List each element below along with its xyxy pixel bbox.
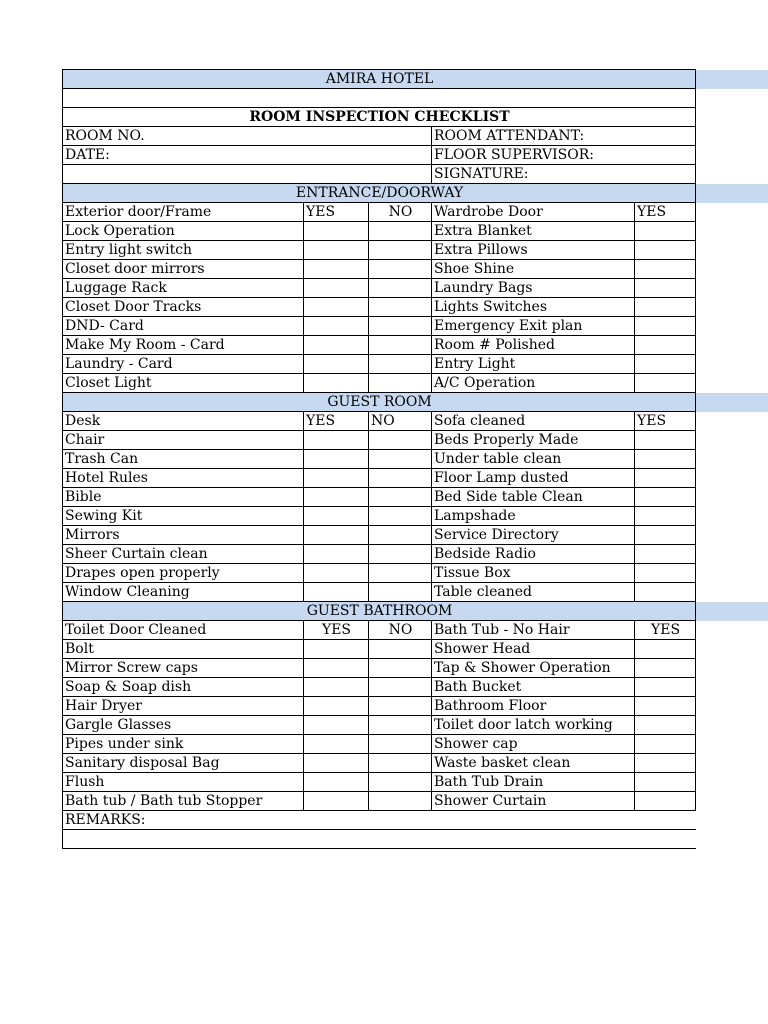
no-checkbox-cell[interactable] bbox=[369, 279, 432, 298]
date-field[interactable]: DATE: bbox=[63, 146, 432, 165]
header-row-1 bbox=[63, 127, 768, 146]
signature-field[interactable]: SIGNATURE: bbox=[432, 165, 696, 184]
remarks-label: REMARKS: bbox=[63, 811, 696, 830]
check-item-left: Trash Can bbox=[63, 450, 304, 469]
yes-checkbox-cell[interactable] bbox=[635, 279, 696, 298]
checklist-row bbox=[63, 298, 768, 317]
check-item-right: Service Directory bbox=[432, 526, 635, 545]
yes-checkbox-cell[interactable] bbox=[304, 488, 369, 507]
check-item-left: Window Cleaning bbox=[63, 583, 304, 602]
checklist-row bbox=[63, 469, 768, 488]
header-row-3 bbox=[63, 165, 768, 184]
yes-checkbox-cell[interactable] bbox=[635, 507, 696, 526]
check-item-right: Tap & Shower Operation bbox=[432, 659, 635, 678]
check-item-left: Exterior door/Frame bbox=[63, 203, 304, 222]
no-checkbox-cell[interactable] bbox=[369, 716, 432, 735]
no-checkbox-cell[interactable] bbox=[369, 298, 432, 317]
no-checkbox-cell[interactable] bbox=[369, 545, 432, 564]
yes-label: YES bbox=[635, 621, 696, 640]
check-item-left: Luggage Rack bbox=[63, 279, 304, 298]
check-item-left: Mirror Screw caps bbox=[63, 659, 304, 678]
no-label: NO bbox=[369, 412, 432, 431]
section-header-guest-room bbox=[63, 393, 768, 412]
section-title: GUEST BATHROOM bbox=[63, 602, 696, 621]
check-item-right: Bed Side table Clean bbox=[432, 488, 635, 507]
checklist-row bbox=[63, 241, 768, 260]
check-item-left: Flush bbox=[63, 773, 304, 792]
yes-checkbox-cell[interactable] bbox=[304, 773, 369, 792]
yes-checkbox-cell[interactable] bbox=[635, 298, 696, 317]
section-header-entrance bbox=[63, 184, 768, 203]
check-item-right: Bath Bucket bbox=[432, 678, 635, 697]
hotel-name: AMIRA HOTEL bbox=[63, 70, 696, 89]
yes-checkbox-cell[interactable] bbox=[304, 431, 369, 450]
check-item-left: Mirrors bbox=[63, 526, 304, 545]
spacer-cell bbox=[63, 89, 696, 108]
no-checkbox-cell[interactable] bbox=[369, 640, 432, 659]
check-item-left: Soap & Soap dish bbox=[63, 678, 304, 697]
checklist-row bbox=[63, 507, 768, 526]
check-item-left: Bolt bbox=[63, 640, 304, 659]
room-attendant-field[interactable]: ROOM ATTENDANT: bbox=[432, 127, 696, 146]
remarks-field[interactable] bbox=[63, 830, 696, 849]
remarks-row bbox=[63, 811, 768, 830]
check-item-right: Table cleaned bbox=[432, 583, 635, 602]
yes-checkbox-cell[interactable] bbox=[635, 754, 696, 773]
check-item-right: Tissue Box bbox=[432, 564, 635, 583]
spacer-row bbox=[63, 89, 768, 108]
yes-checkbox-cell[interactable] bbox=[304, 583, 369, 602]
check-item-right: Toilet door latch working bbox=[432, 716, 635, 735]
no-checkbox-cell[interactable] bbox=[369, 754, 432, 773]
yes-checkbox-cell[interactable] bbox=[304, 716, 369, 735]
yes-checkbox-cell[interactable] bbox=[635, 735, 696, 754]
check-item-right: Extra Blanket bbox=[432, 222, 635, 241]
section-head-row bbox=[63, 621, 768, 640]
yes-label: YES bbox=[304, 621, 369, 640]
yes-checkbox-cell[interactable] bbox=[304, 526, 369, 545]
yes-checkbox-cell[interactable] bbox=[635, 697, 696, 716]
check-item-right: Shower cap bbox=[432, 735, 635, 754]
yes-label: YES bbox=[304, 203, 369, 222]
no-checkbox-cell[interactable] bbox=[369, 450, 432, 469]
no-checkbox-cell[interactable] bbox=[369, 526, 432, 545]
no-checkbox-cell[interactable] bbox=[369, 260, 432, 279]
section-header-guest-bathroom bbox=[63, 602, 768, 621]
yes-checkbox-cell[interactable] bbox=[304, 374, 369, 393]
yes-checkbox-cell[interactable] bbox=[635, 659, 696, 678]
checklist-row bbox=[63, 374, 768, 393]
check-item-right: Sofa cleaned bbox=[432, 412, 635, 431]
yes-checkbox-cell[interactable] bbox=[304, 336, 369, 355]
yes-checkbox-cell[interactable] bbox=[635, 792, 696, 811]
checklist-row bbox=[63, 336, 768, 355]
yes-checkbox-cell[interactable] bbox=[635, 336, 696, 355]
no-checkbox-cell[interactable] bbox=[369, 241, 432, 260]
checklist-row bbox=[63, 279, 768, 298]
yes-checkbox-cell[interactable] bbox=[635, 374, 696, 393]
hotel-name-row bbox=[63, 70, 768, 89]
check-item-left: Desk bbox=[63, 412, 304, 431]
check-item-left: Laundry - Card bbox=[63, 355, 304, 374]
yes-checkbox-cell[interactable] bbox=[635, 260, 696, 279]
checklist-row bbox=[63, 678, 768, 697]
yes-checkbox-cell[interactable] bbox=[304, 298, 369, 317]
no-checkbox-cell[interactable] bbox=[369, 336, 432, 355]
band-overhang bbox=[696, 70, 768, 89]
yes-checkbox-cell[interactable] bbox=[635, 488, 696, 507]
checklist-row bbox=[63, 659, 768, 678]
checklist-title: ROOM INSPECTION CHECKLIST bbox=[63, 108, 696, 127]
yes-checkbox-cell[interactable] bbox=[304, 545, 369, 564]
yes-checkbox-cell[interactable] bbox=[304, 792, 369, 811]
section-head-row bbox=[63, 412, 768, 431]
room-no-field[interactable]: ROOM NO. bbox=[63, 127, 432, 146]
section-head-row bbox=[63, 203, 768, 222]
yes-checkbox-cell[interactable] bbox=[635, 773, 696, 792]
checklist-row bbox=[63, 640, 768, 659]
section-title: GUEST ROOM bbox=[63, 393, 696, 412]
check-item-left: Closet Light bbox=[63, 374, 304, 393]
check-item-left: Sewing Kit bbox=[63, 507, 304, 526]
yes-checkbox-cell[interactable] bbox=[304, 697, 369, 716]
yes-checkbox-cell[interactable] bbox=[635, 716, 696, 735]
checklist-row bbox=[63, 431, 768, 450]
yes-checkbox-cell[interactable] bbox=[635, 526, 696, 545]
no-checkbox-cell[interactable] bbox=[369, 507, 432, 526]
check-item-right: Beds Properly Made bbox=[432, 431, 635, 450]
check-item-right: Waste basket clean bbox=[432, 754, 635, 773]
no-checkbox-cell[interactable] bbox=[369, 792, 432, 811]
yes-checkbox-cell[interactable] bbox=[635, 583, 696, 602]
yes-checkbox-cell[interactable] bbox=[304, 469, 369, 488]
yes-checkbox-cell[interactable] bbox=[304, 564, 369, 583]
check-item-right: Bath Tub Drain bbox=[432, 773, 635, 792]
yes-checkbox-cell[interactable] bbox=[304, 754, 369, 773]
check-item-right: Wardrobe Door bbox=[432, 203, 635, 222]
check-item-left: Hair Dryer bbox=[63, 697, 304, 716]
check-item-left: Sheer Curtain clean bbox=[63, 545, 304, 564]
check-item-right: Bedside Radio bbox=[432, 545, 635, 564]
check-item-right: Shower Head bbox=[432, 640, 635, 659]
check-item-left: Bible bbox=[63, 488, 304, 507]
check-item-left: Drapes open properly bbox=[63, 564, 304, 583]
yes-checkbox-cell[interactable] bbox=[304, 241, 369, 260]
no-checkbox-cell[interactable] bbox=[369, 431, 432, 450]
header-blank-cell bbox=[63, 165, 432, 184]
checklist-row bbox=[63, 583, 768, 602]
yes-checkbox-cell[interactable] bbox=[635, 431, 696, 450]
checklist-row bbox=[63, 526, 768, 545]
checklist-row bbox=[63, 317, 768, 336]
checklist-row bbox=[63, 450, 768, 469]
yes-checkbox-cell[interactable] bbox=[304, 279, 369, 298]
header-row-2 bbox=[63, 146, 768, 165]
no-checkbox-cell[interactable] bbox=[369, 659, 432, 678]
yes-label: YES bbox=[635, 203, 696, 222]
yes-checkbox-cell[interactable] bbox=[635, 222, 696, 241]
yes-checkbox-cell[interactable] bbox=[304, 355, 369, 374]
yes-checkbox-cell[interactable] bbox=[635, 469, 696, 488]
yes-checkbox-cell[interactable] bbox=[635, 241, 696, 260]
no-label: NO bbox=[369, 621, 432, 640]
check-item-right: Shoe Shine bbox=[432, 260, 635, 279]
yes-checkbox-cell[interactable] bbox=[304, 222, 369, 241]
check-item-left: Entry light switch bbox=[63, 241, 304, 260]
check-item-right: Lights Switches bbox=[432, 298, 635, 317]
checklist-row bbox=[63, 355, 768, 374]
yes-checkbox-cell[interactable] bbox=[304, 507, 369, 526]
check-item-left: Hotel Rules bbox=[63, 469, 304, 488]
no-checkbox-cell[interactable] bbox=[369, 317, 432, 336]
yes-checkbox-cell[interactable] bbox=[635, 640, 696, 659]
checklist-row bbox=[63, 564, 768, 583]
check-item-right: Shower Curtain bbox=[432, 792, 635, 811]
checklist-table bbox=[62, 69, 768, 849]
check-item-right: A/C Operation bbox=[432, 374, 635, 393]
inspection-sheet bbox=[62, 69, 768, 849]
yes-checkbox-cell[interactable] bbox=[304, 678, 369, 697]
yes-checkbox-cell[interactable] bbox=[304, 260, 369, 279]
remarks-input-row bbox=[63, 830, 768, 849]
no-checkbox-cell[interactable] bbox=[369, 355, 432, 374]
yes-checkbox-cell[interactable] bbox=[304, 735, 369, 754]
check-item-left: DND- Card bbox=[63, 317, 304, 336]
check-item-right: Entry Light bbox=[432, 355, 635, 374]
yes-checkbox-cell[interactable] bbox=[635, 678, 696, 697]
no-checkbox-cell[interactable] bbox=[369, 222, 432, 241]
yes-checkbox-cell[interactable] bbox=[635, 317, 696, 336]
check-item-left: Closet Door Tracks bbox=[63, 298, 304, 317]
check-item-right: Room # Polished bbox=[432, 336, 635, 355]
checklist-row bbox=[63, 716, 768, 735]
checklist-row bbox=[63, 792, 768, 811]
check-item-right: Floor Lamp dusted bbox=[432, 469, 635, 488]
yes-checkbox-cell[interactable] bbox=[635, 450, 696, 469]
no-label: NO bbox=[369, 203, 432, 222]
yes-checkbox-cell[interactable] bbox=[635, 545, 696, 564]
section-title: ENTRANCE/DOORWAY bbox=[63, 184, 696, 203]
yes-label: YES bbox=[304, 412, 369, 431]
title-row bbox=[63, 108, 768, 127]
yes-checkbox-cell[interactable] bbox=[304, 640, 369, 659]
no-checkbox-cell[interactable] bbox=[369, 735, 432, 754]
check-item-left: Chair bbox=[63, 431, 304, 450]
checklist-row bbox=[63, 735, 768, 754]
no-checkbox-cell[interactable] bbox=[369, 773, 432, 792]
check-item-left: Pipes under sink bbox=[63, 735, 304, 754]
check-item-left: Gargle Glasses bbox=[63, 716, 304, 735]
checklist-row bbox=[63, 754, 768, 773]
checklist-row bbox=[63, 222, 768, 241]
check-item-right: Under table clean bbox=[432, 450, 635, 469]
yes-label: YES bbox=[635, 412, 696, 431]
check-item-left: Closet door mirrors bbox=[63, 260, 304, 279]
check-item-left: Lock Operation bbox=[63, 222, 304, 241]
check-item-right: Laundry Bags bbox=[432, 279, 635, 298]
no-checkbox-cell[interactable] bbox=[369, 564, 432, 583]
no-checkbox-cell[interactable] bbox=[369, 678, 432, 697]
checklist-row bbox=[63, 773, 768, 792]
check-item-left: Make My Room - Card bbox=[63, 336, 304, 355]
yes-checkbox-cell[interactable] bbox=[304, 659, 369, 678]
no-checkbox-cell[interactable] bbox=[369, 697, 432, 716]
floor-supervisor-field[interactable]: FLOOR SUPERVISOR: bbox=[432, 146, 696, 165]
checklist-row bbox=[63, 545, 768, 564]
yes-checkbox-cell[interactable] bbox=[304, 317, 369, 336]
check-item-left: Toilet Door Cleaned bbox=[63, 621, 304, 640]
no-checkbox-cell[interactable] bbox=[369, 583, 432, 602]
yes-checkbox-cell[interactable] bbox=[304, 450, 369, 469]
no-checkbox-cell[interactable] bbox=[369, 488, 432, 507]
yes-checkbox-cell[interactable] bbox=[635, 564, 696, 583]
check-item-right: Emergency Exit plan bbox=[432, 317, 635, 336]
no-checkbox-cell[interactable] bbox=[369, 469, 432, 488]
check-item-right: Lampshade bbox=[432, 507, 635, 526]
checklist-row bbox=[63, 260, 768, 279]
check-item-left: Bath tub / Bath tub Stopper bbox=[63, 792, 304, 811]
no-checkbox-cell[interactable] bbox=[369, 374, 432, 393]
check-item-right: Bathroom Floor bbox=[432, 697, 635, 716]
check-item-left: Sanitary disposal Bag bbox=[63, 754, 304, 773]
check-item-right: Extra Pillows bbox=[432, 241, 635, 260]
checklist-row bbox=[63, 488, 768, 507]
yes-checkbox-cell[interactable] bbox=[635, 355, 696, 374]
checklist-row bbox=[63, 697, 768, 716]
check-item-right: Bath Tub - No Hair bbox=[432, 621, 635, 640]
